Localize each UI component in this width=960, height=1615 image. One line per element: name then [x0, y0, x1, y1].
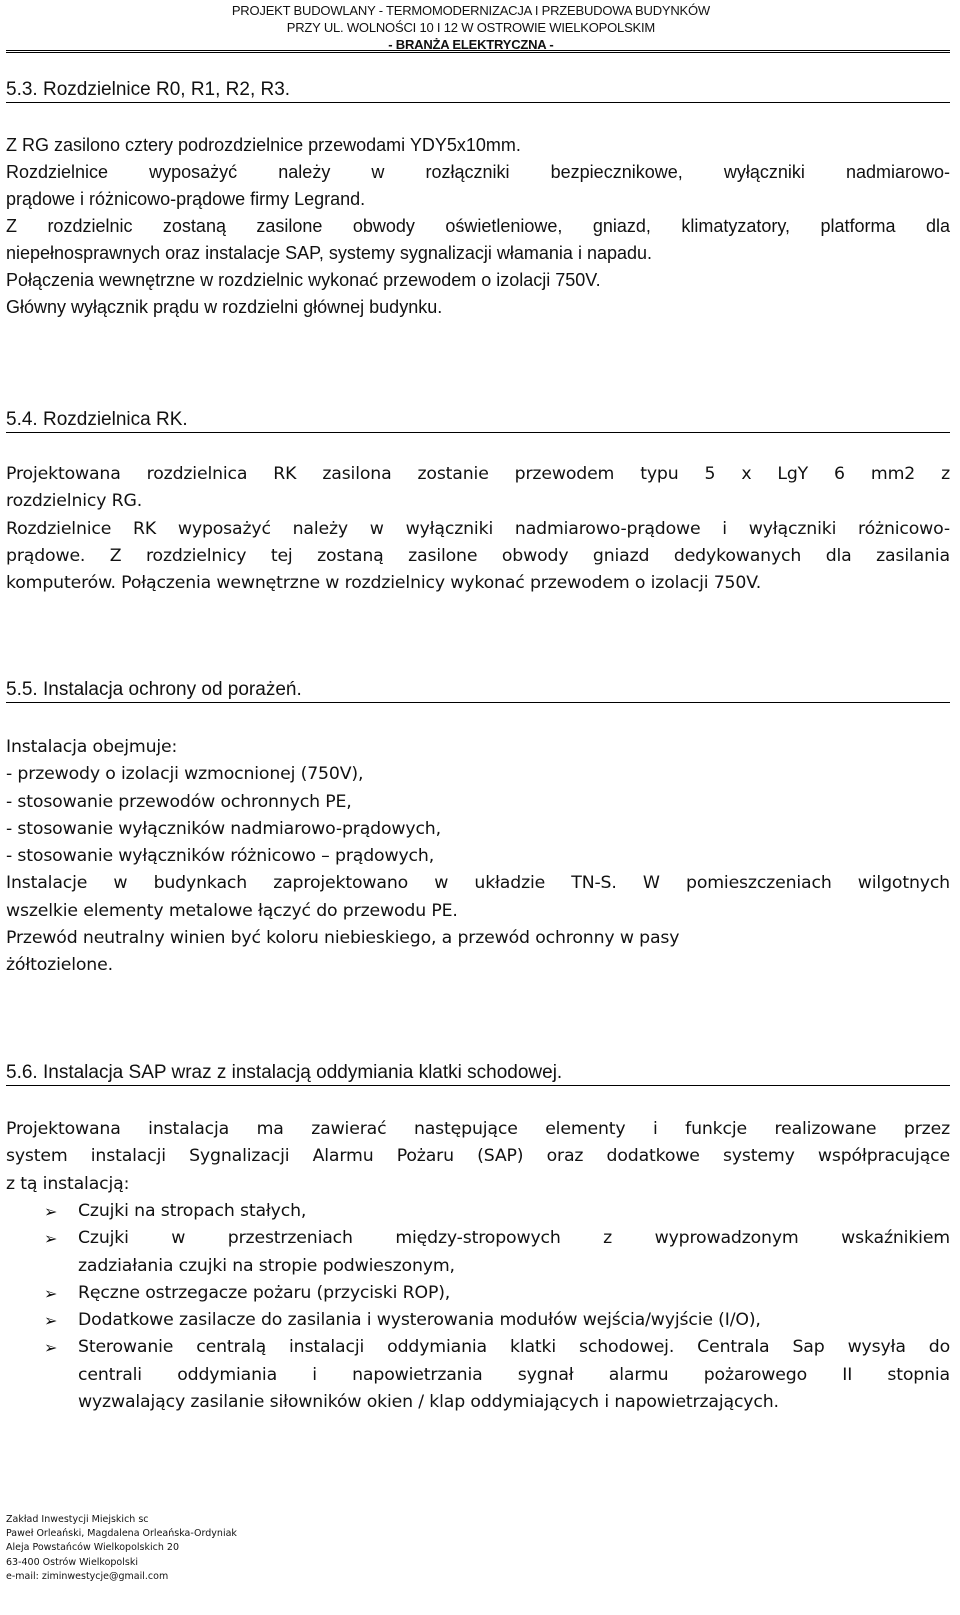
paragraph-line: rozdzielnicy RG. — [6, 491, 143, 512]
paragraph-line: Główny wyłącznik prądu w rozdzielni głównej budynku. — [6, 297, 443, 317]
arrow-bullet-icon: ➢ — [44, 1229, 58, 1249]
list-item — [6, 1198, 950, 1225]
arrow-bullet-icon: ➢ — [44, 1202, 58, 1221]
paragraph-line: prądowe. Z rozdzielnicy tej zostaną zasilone obwody gniazd dedykowanych dla zasilania — [6, 545, 950, 566]
list-line: - przewody o izolacji wzmocnionej (750V), — [6, 764, 364, 785]
page-footer — [6, 1513, 237, 1584]
paragraph-line: Rozdzielnice RK wyposażyć należy w wyłączniki nadmiarowo-prądowe i wyłączniki różnicowo- — [6, 518, 950, 539]
section-5-3-body — [6, 132, 950, 321]
paragraph-line: Projektowana instalacja ma zawierać następujące elementy i funkcje realizowane przez — [6, 1119, 950, 1139]
paragraph-line: Rozdzielnice wyposażyć należy w rozłączniki bezpiecznikowe, wyłączniki nadmiarowo- — [6, 162, 950, 182]
header-address: PRZY UL. WOLNOŚCI 10 I 12 W OSTROWIE WIELKOPOLSKIM — [286, 20, 656, 35]
header-project-title: PROJEKT BUDOWLANY - TERMOMODERNIZACJA I PRZEBUDOWA BUDYNKÓW — [231, 3, 710, 18]
arrow-bullet-icon: ➢ — [44, 1311, 58, 1331]
list-item — [6, 1280, 950, 1307]
list-item-text: zadziałania czujki na stropie podwieszonym, — [78, 1255, 455, 1276]
paragraph-line: Z RG zasilono cztery podrozdzielnice przewodami YDY5x10mm. — [6, 135, 521, 155]
list-item-text: wyzwalający zasilanie siłowników okien / klap oddymiających i napowietrzających. — [78, 1392, 779, 1413]
arrow-bullet-icon: ➢ — [44, 1283, 58, 1303]
section-5-4-heading: 5.4. Rozdzielnica RK. — [6, 408, 950, 433]
section-5-6-intro — [6, 1116, 950, 1198]
section-5-3-heading: 5.3. Rozdzielnice R0, R1, R2, R3. — [6, 78, 950, 103]
list-line: - stosowanie wyłączników różnicowo – prądowych, — [6, 846, 435, 867]
footer-names: Paweł Orleański, Magdalena Orleańska-Ordyniak — [6, 1528, 237, 1540]
list-item-text: Ręczne ostrzegacze pożaru (przyciski ROP), — [78, 1282, 451, 1303]
header-divider — [6, 50, 950, 53]
section-5-5-heading: 5.5. Instalacja ochrony od porażeń. — [6, 678, 950, 703]
list-item-text: Czujki na stropach stałych, — [78, 1201, 307, 1221]
paragraph-line: Instalacja obejmuje: — [6, 737, 178, 757]
paragraph-line: Projektowana rozdzielnica RK zasilona zostanie przewodem typu 5 x LgY 6 mm2 z — [6, 464, 950, 484]
paragraph-line: prądowe i różnicowo-prądowe firmy Legrand. — [6, 189, 366, 209]
footer-city: 63-400 Ostrów Wielkopolski — [6, 1556, 138, 1568]
footer-street: Aleja Powstańców Wielkopolskich 20 — [6, 1542, 179, 1554]
list-item — [6, 1334, 950, 1416]
paragraph-line: wszelkie elementy metalowe łączyć do przewodu PE. — [6, 900, 458, 921]
list-item-text: Sterowanie centralą instalacji oddymiania klatki schodowej. Centrala Sap wysyła do — [78, 1337, 950, 1358]
list-item-text: Dodatkowe zasilacze do zasilania i wysterowania modułów wejścia/wyjście (I/O), — [78, 1310, 761, 1331]
paragraph-line: system instalacji Sygnalizacji Alarmu Pożaru (SAP) oraz dodatkowe systemy współpracujące — [6, 1146, 950, 1167]
paragraph-line: niepełnosprawnych oraz instalacje SAP, systemy sygnalizacji włamania i napadu. — [6, 243, 653, 263]
sap-bullet-list — [6, 1198, 950, 1416]
list-item-text: Czujki w przestrzeniach między-stropowych z wyprowadzonym wskaźnikiem — [78, 1228, 950, 1249]
list-item — [6, 1225, 950, 1280]
section-5-5-body — [6, 734, 950, 980]
arrow-bullet-icon: ➢ — [44, 1338, 58, 1358]
paragraph-line: żółtozielone. — [6, 955, 113, 976]
footer-email: e-mail: ziminwestycje@gmail.com — [6, 1570, 169, 1582]
list-line: - stosowanie wyłączników nadmiarowo-prądowych, — [6, 818, 441, 839]
paragraph-line: Przewód neutralny winien być koloru niebieskiego, a przewód ochronny w pasy — [6, 928, 680, 949]
header-branch: - BRANŻA ELEKTRYCZNA - — [388, 37, 554, 52]
page-header — [232, 2, 710, 53]
paragraph-line: Połączenia wewnętrzne w rozdzielnic wykonać przewodem o izolacji 750V. — [6, 270, 601, 290]
section-5-6-heading: 5.6. Instalacja SAP wraz z instalacją oddymiania klatki schodowej. — [6, 1061, 950, 1086]
paragraph-line: z tą instalacją: — [6, 1173, 130, 1194]
paragraph-line: Z rozdzielnic zostaną zasilone obwody oświetleniowe, gniazd, klimatyzatory, platforma dla — [6, 216, 950, 236]
list-item — [6, 1307, 950, 1334]
paragraph-line: komputerów. Połączenia wewnętrzne w rozdzielnicy wykonać przewodem o izolacji 750V. — [6, 573, 762, 594]
list-line: - stosowanie przewodów ochronnych PE, — [6, 791, 352, 812]
footer-company: Zakład Inwestycji Miejskich sc — [6, 1514, 149, 1525]
paragraph-line: Instalacje w budynkach zaprojektowano w układzie TN-S. W pomieszczeniach wilgotnych — [6, 873, 950, 894]
section-5-4-body — [6, 461, 950, 597]
list-item-text: centrali oddymiania i napowietrzania sygnał alarmu pożarowego II stopnia — [78, 1364, 950, 1385]
